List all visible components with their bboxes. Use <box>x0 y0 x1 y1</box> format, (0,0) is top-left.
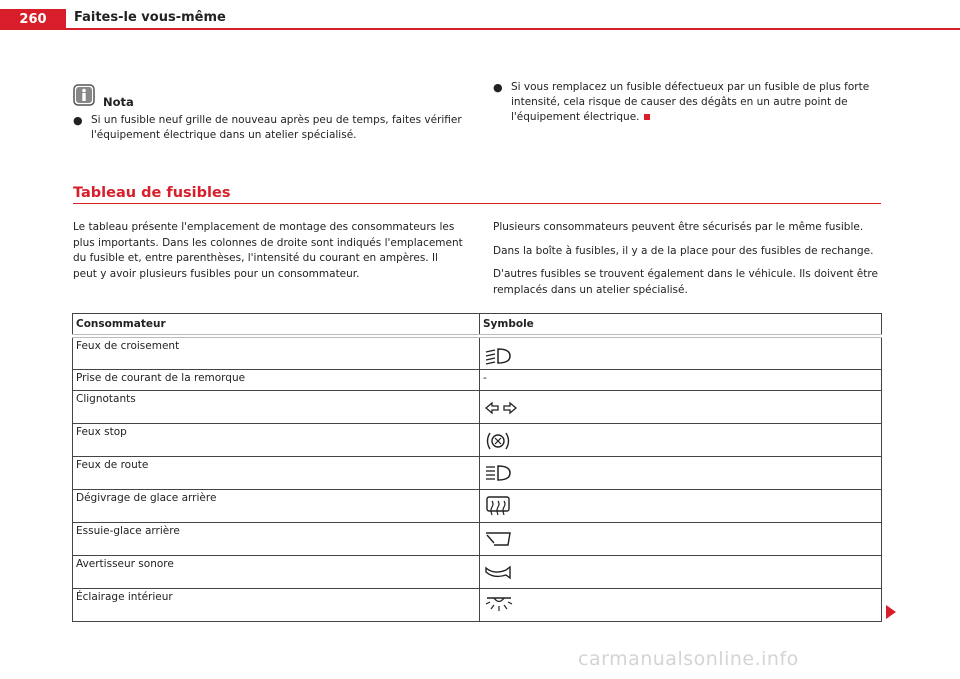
paragraph-same-fuse: Plusieurs consommateurs peuvent être sécurisés par le même fusible. <box>493 221 864 233</box>
consumer-name: Clignotants <box>73 390 480 423</box>
table-header-row <box>73 314 882 337</box>
consumer-name: Prise de courant de la remorque <box>73 369 480 390</box>
table-row <box>73 423 882 456</box>
interior-light-icon <box>484 594 514 614</box>
paragraph-other-fuses: D'autres fusibles se trouvent également dans le véhicule. Ils doivent être remplacés dans un atelier spécialisé. <box>493 268 878 296</box>
column-header-symbol: Symbole <box>480 314 882 337</box>
consumer-name: Feux de route <box>73 456 480 489</box>
right-bullet-text-content: Si vous remplacez un fusible défectueux par un fusible de plus forte intensité, cela risque de causer des dégâts en un autre point de l'équipement électrique. <box>511 81 870 123</box>
table-row <box>73 456 882 489</box>
consumer-name: Feux stop <box>73 423 480 456</box>
high-beam-icon <box>484 463 512 483</box>
symbol-cell <box>480 336 882 369</box>
symbol-cell <box>480 555 882 588</box>
info-icon <box>73 84 95 106</box>
next-page-arrow-icon[interactable] <box>886 605 896 619</box>
table-row <box>73 522 882 555</box>
page-number: 260 <box>0 9 66 30</box>
section-title: Tableau de fusibles <box>73 185 231 201</box>
section-rule <box>73 203 881 204</box>
brake-light-icon <box>484 430 512 452</box>
symbol-cell <box>480 588 882 621</box>
consumer-name: Essuie-glace arrière <box>73 522 480 555</box>
horn-icon <box>484 563 514 581</box>
table-row <box>73 555 882 588</box>
symbol-cell <box>480 489 882 522</box>
table-row <box>73 588 882 621</box>
symbol-cell <box>480 423 882 456</box>
nota-title: Nota <box>103 95 134 109</box>
rear-wiper-icon <box>484 529 512 549</box>
symbol-cell <box>480 456 882 489</box>
symbol-cell: - <box>480 369 882 390</box>
fuse-table <box>72 313 882 622</box>
column-header-consumer: Consommateur <box>73 314 480 337</box>
bullet-dot: ● <box>493 81 503 94</box>
rear-defrost-icon <box>484 495 512 517</box>
table-row <box>73 336 882 369</box>
header-rule <box>66 28 960 30</box>
page-title: Faites-le vous-même <box>74 10 226 25</box>
nota-bullet-text: Si un fusible neuf grille de nouveau après peu de temps, faites vérifier l'équipement électrique dans un atelier spécialisé. <box>91 114 462 141</box>
end-marker-icon <box>644 114 650 120</box>
consumer-name: Dégivrage de glace arrière <box>73 489 480 522</box>
consumer-name: Avertisseur sonore <box>73 555 480 588</box>
consumer-name: Feux de croisement <box>73 336 480 369</box>
low-beam-icon <box>484 346 512 366</box>
nota-bullet <box>73 113 463 143</box>
consumer-name: Éclairage intérieur <box>73 588 480 621</box>
symbol-cell <box>480 522 882 555</box>
right-bullet-text <box>493 80 885 125</box>
watermark: carmanualsonline.info <box>578 648 799 670</box>
right-bullet <box>493 80 885 125</box>
turn-signal-icon <box>484 400 518 416</box>
table-row <box>73 489 882 522</box>
symbol-cell <box>480 390 882 423</box>
bullet-dot: ● <box>73 114 83 127</box>
page-header <box>0 0 960 30</box>
paragraph-spare-fuses: Dans la boîte à fusibles, il y a de la place pour des fusibles de rechange. <box>493 245 874 257</box>
table-row <box>73 390 882 423</box>
table-row <box>73 369 882 390</box>
intro-paragraph: Le tableau présente l'emplacement de montage des consommateurs les plus importants. Dans les colonnes de droite sont indiqués l'emplacement du fusible et, entre parenthèses, l'intensité du courant en ampères. Il peut y avoir plusieurs fusibles pour un consommateur. <box>73 221 463 280</box>
